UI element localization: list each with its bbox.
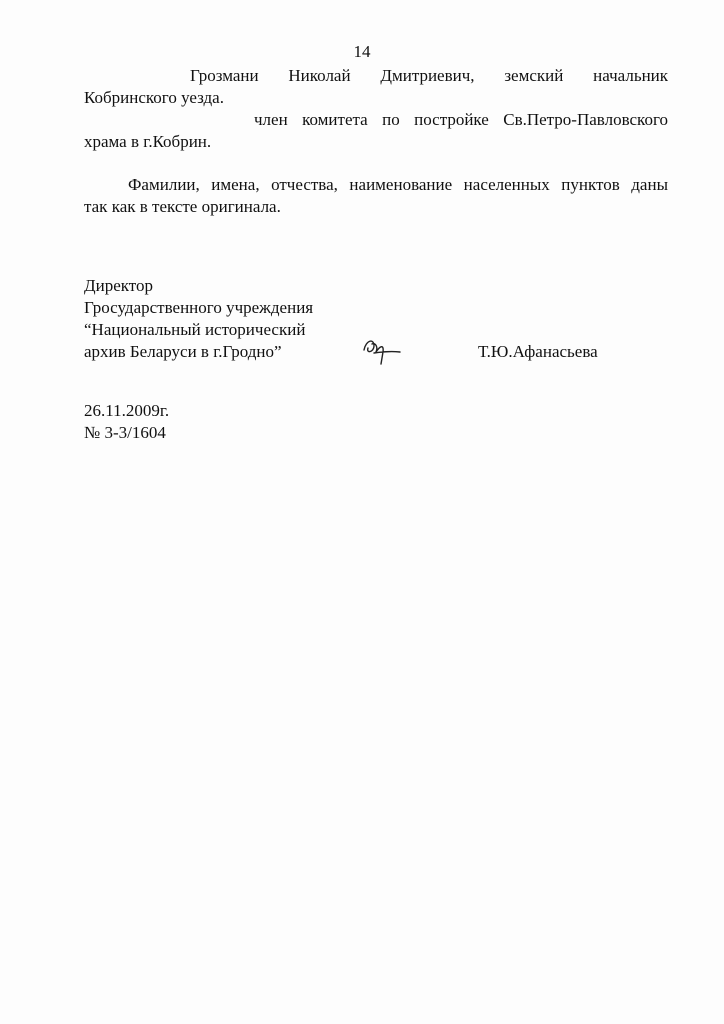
signatory-title-4: архив Беларуси в г.Гродно”	[84, 342, 282, 361]
entry-word: Грозмани	[190, 66, 259, 85]
entry-line-1	[190, 66, 668, 86]
page-number: 14	[353, 42, 371, 61]
entry-line-4: храма в г.Кобрин.	[84, 132, 212, 151]
entry-word: начальник	[593, 66, 669, 85]
entry-word: земский	[504, 66, 564, 85]
note-line-2: так как в тексте оригинала.	[84, 197, 281, 216]
signatory-title-1: Директор	[84, 276, 153, 295]
entry-line-2: Кобринского уезда.	[84, 88, 224, 107]
signature-image	[356, 330, 402, 372]
entry-word: Дмитриевич,	[380, 66, 475, 85]
signatory-name: Т.Ю.Афанасьева	[478, 342, 598, 361]
signatory-title-2: Гросударственного учреждения	[84, 298, 314, 317]
document-date: 26.11.2009г.	[84, 401, 170, 420]
signatory-title-3: “Национальный исторический	[84, 320, 306, 339]
entry-word: Николай	[288, 66, 351, 85]
document-number: № 3-3/1604	[84, 423, 166, 442]
note-line-1: Фамилии, имена, отчества, наименование населенных пунктов даны	[128, 175, 668, 194]
entry-line-3: член комитета по постройке Св.Петро-Павловского	[254, 110, 668, 129]
